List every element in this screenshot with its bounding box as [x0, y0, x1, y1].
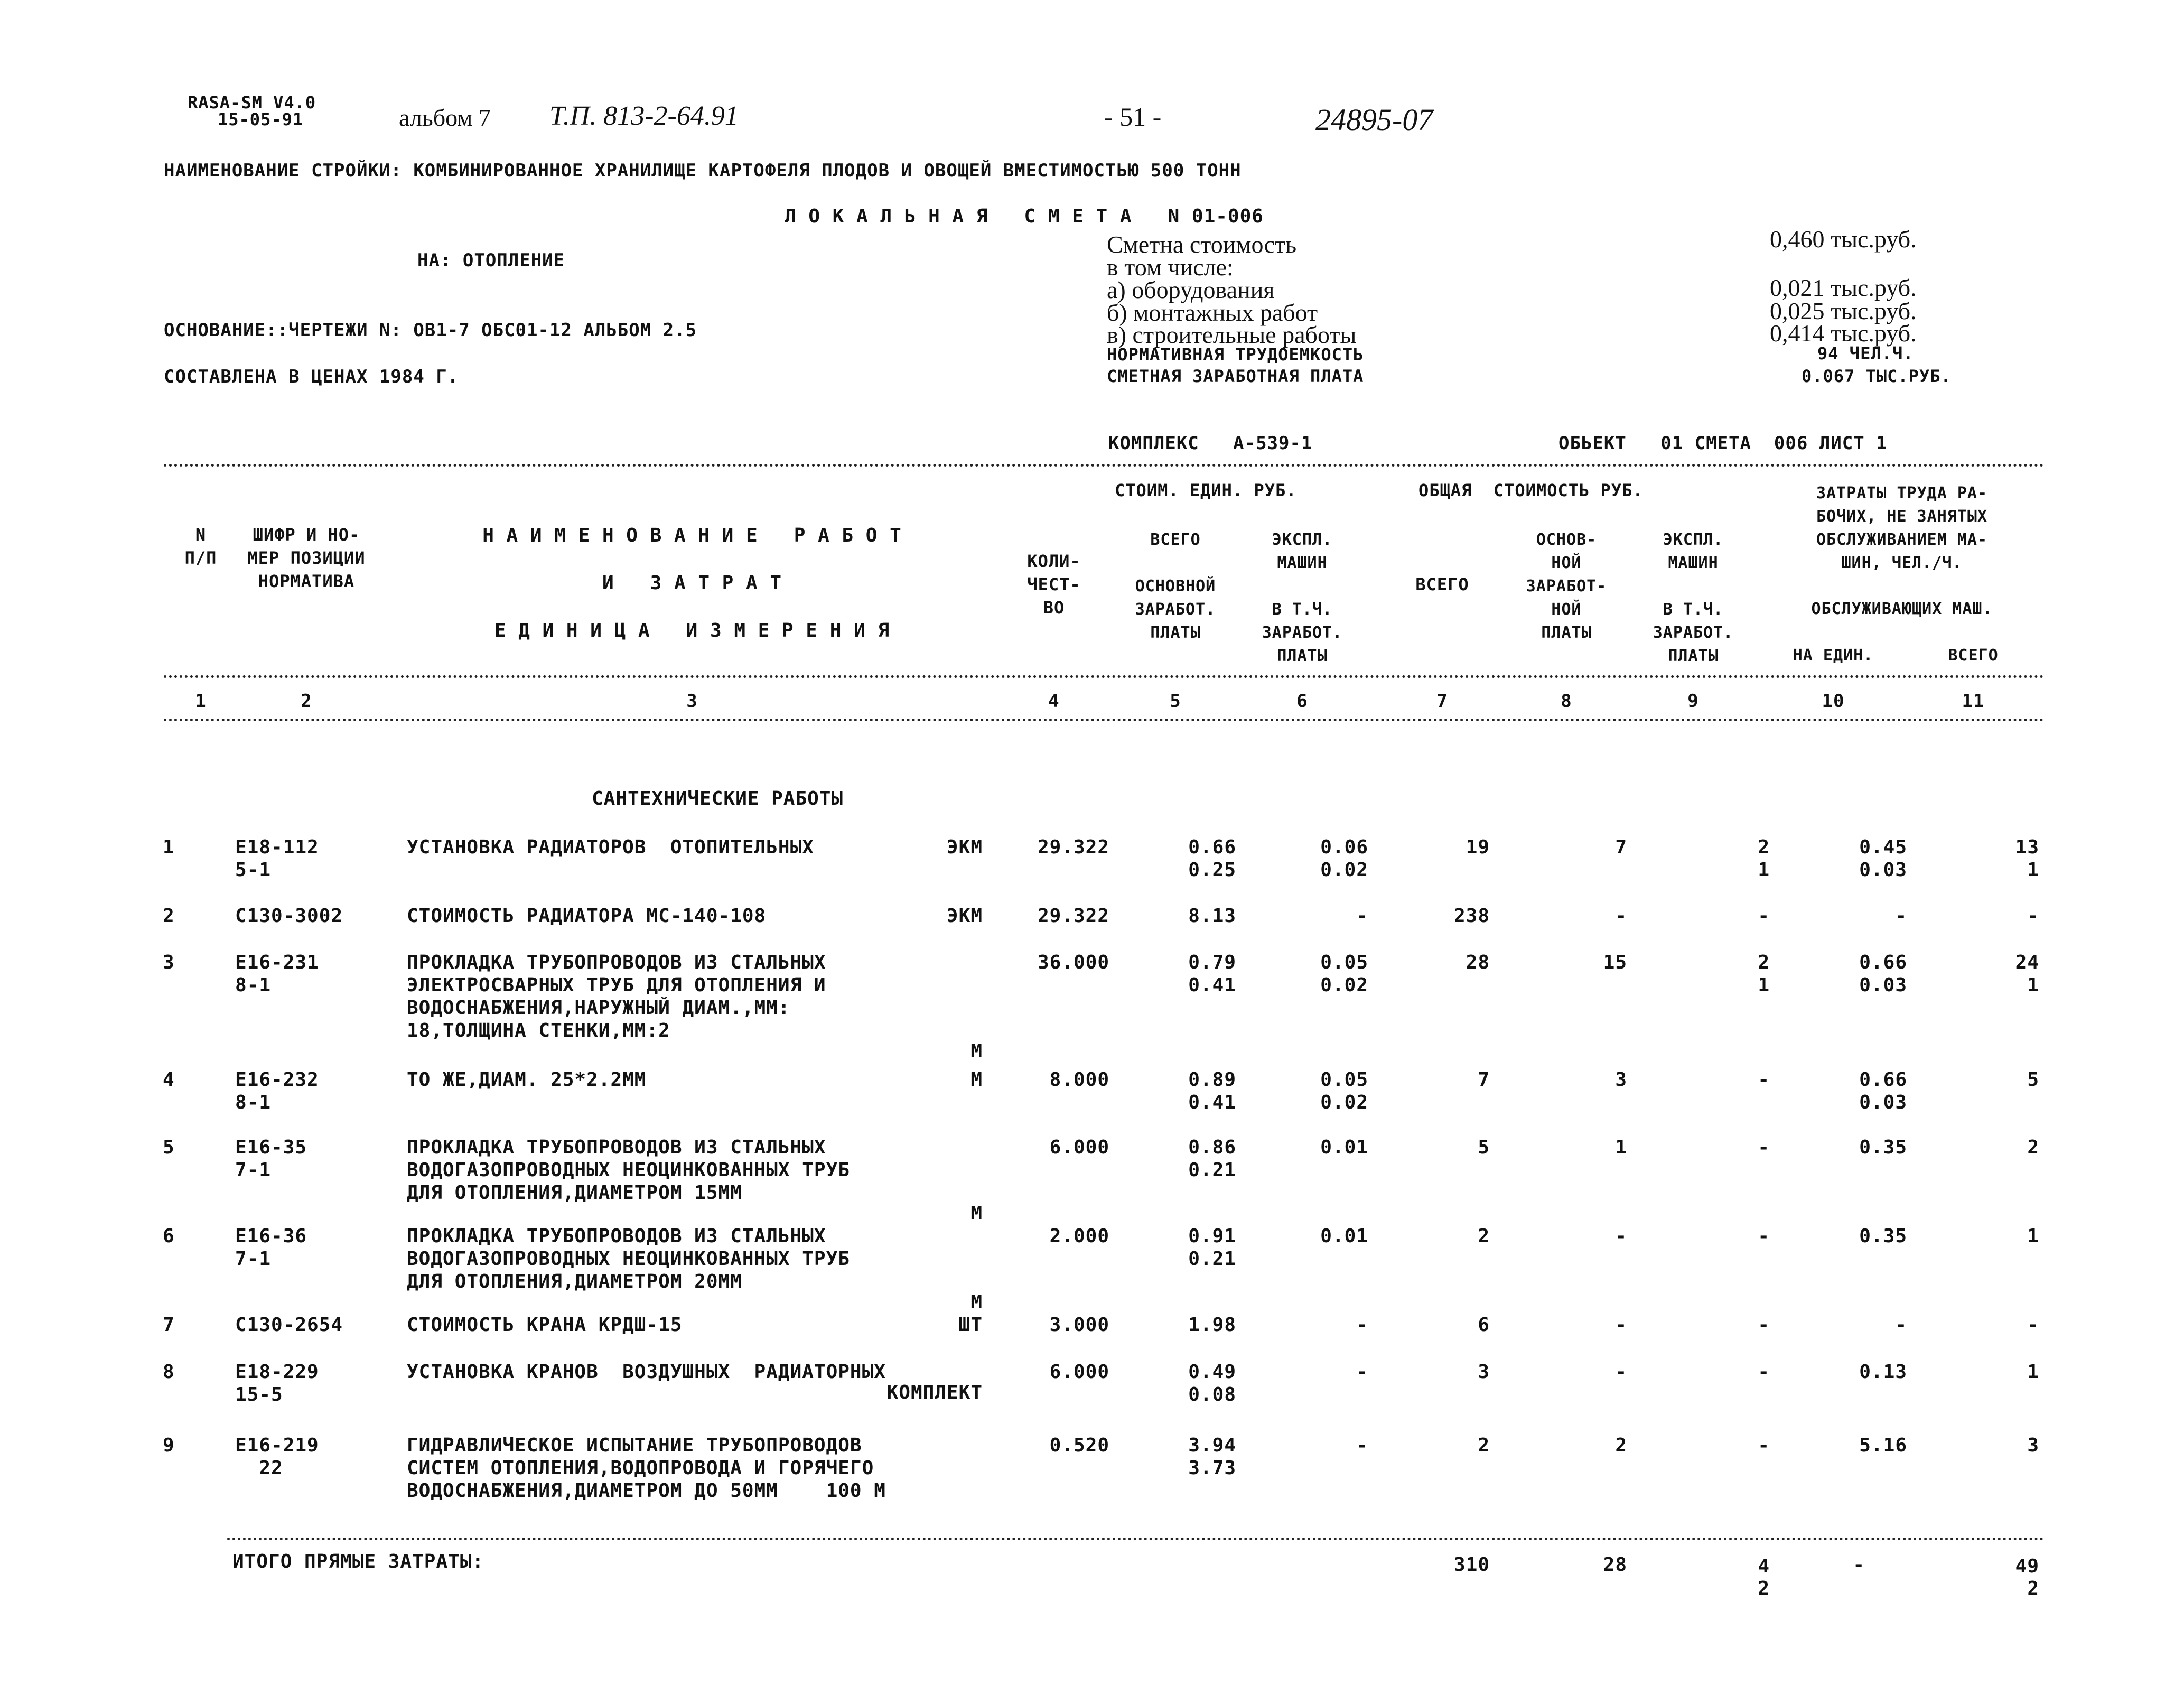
- cell-wage: -: [1615, 1225, 1627, 1247]
- cell-unit-machines: 0.06 0.02: [1320, 836, 1368, 881]
- cell-labor-total: 24 1: [2015, 952, 2039, 996]
- cell-name: ГИДРАВЛИЧЕСКОЕ ИСПЫТАНИЕ ТРУБОПРОВОДОВ СИСТЕМ ОТОПЛЕНИЯ,ВОДОПРОВОДА И ГОРЯЧЕГО ВОДОСНАБЖЕНИЯ,ДИАМЕТРОМ ДО 50ММ 100 М: [407, 1435, 886, 1502]
- cell-quantity: 3.000: [1049, 1314, 1109, 1336]
- totals-total: 310: [1453, 1554, 1490, 1576]
- th-code: ШИФР И НО- МЕР ПОЗИЦИИ НОРМАТИВА: [247, 525, 366, 591]
- th-unit-machines: ЭКСПЛ. МАШИН В Т.Ч. ЗАРАБОТ. ПЛАТЫ: [1262, 530, 1343, 665]
- cell-number: 4: [163, 1069, 175, 1091]
- wage-value: 0.067 ТЫС.РУБ.: [1802, 366, 1952, 386]
- document-number: 24895-07: [1315, 103, 1433, 137]
- estimate-title: Л О К А Л Ь Н А Я С М Е Т А N 01-006: [785, 206, 1264, 227]
- cell-quantity: 6.000: [1049, 1361, 1109, 1383]
- cell-per-unit: 0.45 0.03: [1859, 836, 1907, 881]
- colnum-6: 6: [1296, 691, 1308, 712]
- cell-code: Е16-36 7-1: [235, 1225, 307, 1270]
- th-quantity: КОЛИ- ЧЕСТ- ВО: [1027, 551, 1081, 618]
- cell-total: 5: [1478, 1137, 1490, 1158]
- cell-per-unit: 0.35: [1859, 1225, 1907, 1247]
- cell-unit: М: [970, 1069, 983, 1091]
- cell-machines: -: [1758, 1225, 1770, 1247]
- cell-code: Е16-219 22: [235, 1435, 319, 1479]
- cell-wage: 1: [1615, 1137, 1627, 1158]
- cell-per-unit: -: [1895, 905, 1907, 927]
- cell-name: ПРОКЛАДКА ТРУБОПРОВОДОВ ИЗ СТАЛЬНЫХ ВОДОГАЗОПРОВОДНЫХ НЕОЦИНКОВАННЫХ ТРУБ ДЛЯ ОТОПЛЕНИЯ,ДИАМЕТРОМ 15ММ: [407, 1137, 850, 1204]
- totals-label: ИТОГО ПРЯМЫЕ ЗАТРАТЫ:: [232, 1551, 484, 1572]
- cell-number: 2: [163, 905, 175, 927]
- cell-quantity: 8.000: [1049, 1069, 1109, 1091]
- totals-wage: 28: [1603, 1554, 1627, 1576]
- cell-per-unit: 0.35: [1859, 1137, 1907, 1158]
- cell-machines: -: [1758, 1314, 1770, 1336]
- cell-unit-total: 3.94 3.73: [1188, 1435, 1236, 1479]
- th-total-all: ВСЕГО: [1415, 574, 1469, 594]
- totals-labor: 49 2: [2015, 1556, 2039, 1599]
- cell-unit-machines: -: [1356, 1314, 1368, 1336]
- cell-unit-machines: 0.05 0.02: [1320, 1069, 1368, 1113]
- object-sheet: ОБЬЕКТ 01 СМЕТА 006 ЛИСТ 1: [1558, 433, 1888, 454]
- cell-quantity: 36.000: [1037, 952, 1109, 973]
- colnum-2: 2: [301, 691, 312, 712]
- th-labor: ЗАТРАТЫ ТРУДА РА- БОЧИХ, НЕ ЗАНЯТЫХ ОБСЛУЖИВАНИЕМ МА- ШИН, ЧЕЛ./Ч.: [1816, 484, 1988, 572]
- cell-number: 6: [163, 1225, 175, 1247]
- cell-number: 9: [163, 1435, 175, 1456]
- cell-labor-total: 1: [2027, 1225, 2039, 1247]
- colnum-11: 11: [1962, 691, 1985, 712]
- cell-code: Е18-229 15-5: [235, 1361, 319, 1405]
- cell-per-unit: 0.66 0.03: [1859, 952, 1907, 996]
- cell-unit-machines: 0.05 0.02: [1320, 952, 1368, 996]
- cell-unit-total: 0.66 0.25: [1188, 836, 1236, 881]
- cell-code: С130-2654: [235, 1314, 343, 1336]
- program-date: 15-05-91: [218, 109, 304, 129]
- cost-construction-label: в) строительные работы: [1107, 321, 1357, 348]
- cell-labor-total: -: [2027, 905, 2039, 927]
- cell-total: 6: [1478, 1314, 1490, 1336]
- cell-machines: 2 1: [1758, 836, 1770, 881]
- th-total-cost: ОБЩАЯ СТОИМОСТЬ РУБ.: [1418, 480, 1644, 500]
- cell-unit: ЭКМ: [946, 905, 983, 927]
- cell-unit-machines: 0.01: [1320, 1225, 1368, 1247]
- th-number: N П/П: [184, 525, 217, 568]
- project-code: Т.П. 813-2-64.91: [549, 101, 739, 131]
- colnum-10: 10: [1822, 691, 1845, 712]
- th-per-unit: НА ЕДИН.: [1793, 646, 1874, 665]
- colnum-8: 8: [1561, 691, 1572, 712]
- cell-wage: 3: [1615, 1069, 1627, 1091]
- cell-machines: -: [1758, 1069, 1770, 1091]
- cell-per-unit: -: [1895, 1314, 1907, 1336]
- cell-wage: 15: [1603, 952, 1627, 973]
- cell-unit-total: 0.79 0.41: [1188, 952, 1236, 996]
- cost-including-label: в том числе:: [1107, 254, 1234, 281]
- totals-per-unit: -: [1853, 1554, 1865, 1576]
- cell-labor-total: 2: [2027, 1137, 2039, 1158]
- cell-unit-total: 0.49 0.08: [1188, 1361, 1236, 1405]
- estimate-basis: ОСНОВАНИЕ::ЧЕРТЕЖИ N: ОВ1-7 ОБС01-12 АЛЬБОМ 2.5: [164, 320, 697, 341]
- th-total-wage: ОСНОВ- НОЙ ЗАРАБОТ- НОЙ ПЛАТЫ: [1526, 530, 1607, 642]
- cell-code: С130-3002: [235, 905, 343, 927]
- cell-wage: -: [1615, 1314, 1627, 1336]
- colnum-3: 3: [686, 691, 698, 712]
- th-total-machines: ЭКСПЛ. МАШИН В Т.Ч. ЗАРАБОТ. ПЛАТЫ: [1653, 530, 1734, 665]
- table-header: [0, 0, 2184, 729]
- page-number: - 51 -: [1104, 102, 1162, 132]
- cell-per-unit: 0.66 0.03: [1859, 1069, 1907, 1113]
- cost-total-label: Сметна стоимость: [1107, 231, 1297, 258]
- cell-code: Е18-112 5-1: [235, 836, 319, 881]
- cell-quantity: 29.322: [1037, 905, 1109, 927]
- program-name: RASA-SM V4.0: [188, 92, 316, 113]
- construction-name: НАИМЕНОВАНИЕ СТРОЙКИ: КОМБИНИРОВАННОЕ ХРАНИЛИЩЕ КАРТОФЕЛЯ ПЛОДОВ И ОВОЩЕЙ ВМЕСТИМОСТЬЮ 500 ТОНН: [164, 160, 1242, 181]
- colnum-1: 1: [195, 691, 207, 712]
- cell-number: 8: [163, 1361, 175, 1383]
- colnum-9: 9: [1687, 691, 1699, 712]
- cost-total-value: 0,460 тыс.руб.: [1770, 226, 1917, 253]
- cell-labor-total: 5: [2027, 1069, 2039, 1091]
- cell-unit: ЭКМ: [946, 836, 983, 858]
- wage-label: СМЕТНАЯ ЗАРАБОТНАЯ ПЛАТА: [1107, 366, 1364, 386]
- cell-unit-total: 8.13: [1188, 905, 1236, 927]
- cell-quantity: 6.000: [1049, 1137, 1109, 1158]
- cell-machines: -: [1758, 1137, 1770, 1158]
- cell-code: Е16-232 8-1: [235, 1069, 319, 1113]
- th-labor-total: ВСЕГО: [1948, 646, 1999, 665]
- labor-intensity-label: НОРМАТИВНАЯ ТРУДОЕМКОСТЬ: [1107, 345, 1364, 365]
- cell-unit-secondary: КОМПЛЕКТ: [886, 1382, 983, 1403]
- cell-total: 7: [1478, 1069, 1490, 1091]
- th-costs: И З А Т Р А Т: [602, 572, 782, 594]
- cell-quantity: 0.520: [1049, 1435, 1109, 1456]
- colnum-4: 4: [1048, 691, 1060, 712]
- cell-labor-total: 1: [2027, 1361, 2039, 1383]
- totals-machines: 4 2: [1758, 1556, 1770, 1599]
- cell-quantity: 29.322: [1037, 836, 1109, 858]
- th-unit: Е Д И Н И Ц А И З М Е Р Е Н И Я: [494, 620, 890, 641]
- section-title: САНТЕХНИЧЕСКИЕ РАБОТЫ: [592, 788, 844, 809]
- cell-unit-secondary: М: [970, 1291, 983, 1313]
- cell-total: 19: [1466, 836, 1490, 858]
- cell-number: 1: [163, 836, 175, 858]
- cost-installation-label: б) монтажных работ: [1107, 299, 1318, 326]
- cell-name: ПРОКЛАДКА ТРУБОПРОВОДОВ ИЗ СТАЛЬНЫХ ЭЛЕКТРОСВАРНЫХ ТРУБ ДЛЯ ОТОПЛЕНИЯ И ВОДОСНАБЖЕНИЯ,НАРУЖНЫЙ ДИАМ.,ММ: 18,ТОЛЩИНА СТЕНКИ,ММ:2: [407, 952, 826, 1041]
- cell-unit-total: 1.98: [1188, 1314, 1236, 1336]
- cell-name: УСТАНОВКА КРАНОВ ВОЗДУШНЫХ РАДИАТОРНЫХ: [407, 1361, 886, 1383]
- cell-name: СТОИМОСТЬ КРАНА КРДШ-15: [407, 1314, 683, 1336]
- cell-name: СТОИМОСТЬ РАДИАТОРА МС-140-108: [407, 905, 767, 927]
- th-unit-cost: СТОИМ. ЕДИН. РУБ.: [1115, 480, 1297, 500]
- cell-total: 28: [1466, 952, 1490, 973]
- complex-code: КОМПЛЕКС А-539-1: [1108, 433, 1313, 454]
- cell-name: ПРОКЛАДКА ТРУБОПРОВОДОВ ИЗ СТАЛЬНЫХ ВОДОГАЗОПРОВОДНЫХ НЕОЦИНКОВАННЫХ ТРУБ ДЛЯ ОТОПЛЕНИЯ,ДИАМЕТРОМ 20ММ: [407, 1225, 850, 1292]
- cell-labor-total: 3: [2027, 1435, 2039, 1456]
- cell-unit-machines: -: [1356, 1435, 1368, 1456]
- cell-machines: -: [1758, 1361, 1770, 1383]
- cell-wage: -: [1615, 1361, 1627, 1383]
- cell-total: 3: [1478, 1361, 1490, 1383]
- estimate-for: НА: ОТОПЛЕНИЕ: [417, 250, 565, 271]
- cell-quantity: 2.000: [1049, 1225, 1109, 1247]
- cell-code: Е16-35 7-1: [235, 1137, 307, 1181]
- cell-wage: -: [1615, 905, 1627, 927]
- cost-construction-value: 0,414 тыс.руб.: [1770, 320, 1917, 347]
- cell-code: Е16-231 8-1: [235, 952, 319, 996]
- cell-number: 7: [163, 1314, 175, 1336]
- colnum-5: 5: [1170, 691, 1181, 712]
- th-name: Н А И М Е Н О В А Н И Е Р А Б О Т: [482, 525, 902, 546]
- cell-per-unit: 0.13: [1859, 1361, 1907, 1383]
- labor-intensity-value: 94 ЧЕЛ.Ч.: [1817, 343, 1914, 364]
- cell-unit-total: 0.91 0.21: [1188, 1225, 1236, 1270]
- cell-wage: 7: [1615, 836, 1627, 858]
- cell-unit-machines: -: [1356, 905, 1368, 927]
- cell-unit-secondary: М: [970, 1040, 983, 1062]
- cell-total: 2: [1478, 1225, 1490, 1247]
- rule-totals: [227, 1538, 2045, 1540]
- th-labor-machines: ОБСЛУЖИВАЮЩИХ МАШ.: [1811, 600, 1993, 618]
- cell-number: 3: [163, 952, 175, 973]
- cell-name: УСТАНОВКА РАДИАТОРОВ ОТОПИТЕЛЬНЫХ: [407, 836, 814, 858]
- cell-unit-machines: 0.01: [1320, 1137, 1368, 1158]
- cell-unit-total: 0.89 0.41: [1188, 1069, 1236, 1113]
- cell-labor-total: 13 1: [2015, 836, 2039, 881]
- cell-unit-secondary: М: [970, 1203, 983, 1224]
- estimate-prices: СОСТАВЛЕНА В ЦЕНАХ 1984 Г.: [164, 366, 459, 387]
- cell-unit-total: 0.86 0.21: [1188, 1137, 1236, 1181]
- cell-per-unit: 5.16: [1859, 1435, 1907, 1456]
- cost-equipment-label: а) оборудования: [1107, 276, 1275, 303]
- cost-equipment-value: 0,021 тыс.руб.: [1770, 274, 1917, 301]
- cell-labor-total: -: [2027, 1314, 2039, 1336]
- cell-machines: 2 1: [1758, 952, 1770, 996]
- th-unit-total: ВСЕГО ОСНОВНОЙ ЗАРАБОТ. ПЛАТЫ: [1135, 530, 1216, 642]
- cell-total: 2: [1478, 1435, 1490, 1456]
- cell-machines: -: [1758, 1435, 1770, 1456]
- cell-unit-machines: -: [1356, 1361, 1368, 1383]
- cell-number: 5: [163, 1137, 175, 1158]
- colnum-7: 7: [1436, 691, 1448, 712]
- cost-installation-value: 0,025 тыс.руб.: [1770, 297, 1917, 324]
- album-label: альбом 7: [399, 104, 491, 131]
- cell-unit: ШТ: [958, 1314, 983, 1336]
- cell-machines: -: [1758, 905, 1770, 927]
- cell-wage: 2: [1615, 1435, 1627, 1456]
- cell-name: ТО ЖЕ,ДИАМ. 25*2.2ММ: [407, 1069, 647, 1091]
- cell-total: 238: [1453, 905, 1490, 927]
